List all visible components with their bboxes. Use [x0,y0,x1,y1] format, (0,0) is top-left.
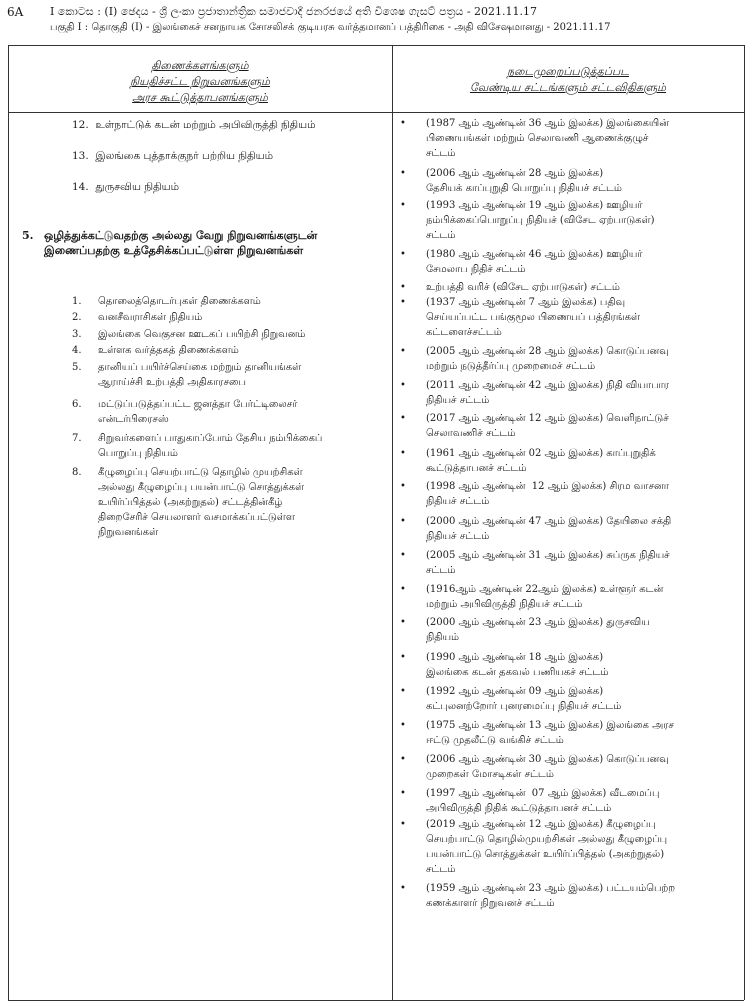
law-text-line: (1961 ஆம் ஆண்டின் 02 ஆம் இலக்க) காப்புறுதிக் [426,448,656,459]
law-text-line: (1992 ஆம் ஆண்டின் 09 ஆம் இலக்க) [426,686,604,697]
bullet-icon: • [400,282,406,293]
bullet-icon: • [400,297,406,308]
table-right-border [744,45,745,1000]
law-text-line: (1993 ஆம் ஆண்டின் 19 ஆம் இலக்க) ஊழியர் [426,200,643,211]
bullet-icon: • [400,550,406,561]
law-text-line: (1997 ஆம் ஆண்டின் 07 ஆம் இலக்க) வீடமைப்பு [426,788,660,799]
law-text-line: நிதியச் சட்டம் [426,395,490,406]
bullet-icon: • [400,118,406,129]
bullet-icon: • [400,686,406,697]
bullet-icon: • [400,448,406,459]
law-text-line: மற்றும் நடுத்தீர்ப்பு முறைமைச் சட்டம் [426,361,596,372]
law-text-line: (1998 ஆம் ஆண்டின் 12 ஆம் இலக்க) சிரம வாசனா [426,481,669,492]
table-column-divider [392,45,393,1000]
header-sinhala-title: I කොටස : (I) ඡෙදය - ශ්‍රී ලංකා ප්‍රජාතාන්ත්‍රික සමාජවාදී ජනරජයේ අති විශෙෂ ගැසට් පත්‍රය - 2021.11.17 [50,5,538,18]
header-tamil-title: பகுதி I : தொகுதி (I) - இலங்கைச் சனநாயக சோசலிசக் குடியரசு வர்த்தமானப் பத்திரிகை - அதி விசேஷமானது - 2021.11.17 [50,22,611,33]
law-text-line: (2000 ஆம் ஆண்டின் 23 ஆம் இலக்க) துருசவிய [426,617,650,628]
law-text-line: ஈட்டு முதலீட்டு வங்கிச் சட்டம் [426,735,564,746]
law-text-line: செய்யப்பட்ட பங்குமூல பிணையப் பத்திரங்கள் [426,312,641,323]
law-text-line: முறைகள் மோசடிகள் சட்டம் [426,769,554,780]
law-text-line: (2006 ஆம் ஆண்டின் 28 ஆம் இலக்க) [426,168,604,179]
bullet-icon: • [400,617,406,628]
list-item: 12. உள்நாட்டுக் கடன் மற்றும் அபிவிருத்தி நிதியம் [72,119,316,131]
law-text-line: செலாவணிச் சட்டம் [426,428,516,439]
law-text-line: நம்பிக்கைப்பொறுப்பு நிதியச் (விசேட ஏற்பாடுகள்) [426,215,655,226]
list-item: 14. துருசவிய நிதியம் [72,181,180,193]
law-text-line: பிணையங்கள் மற்றும் செலாவணி ஆணைக்குழுச் [426,133,649,144]
law-text-line: சேமலாப நிதிச் சட்டம் [426,264,526,275]
law-text-line: கூட்டுத்தாபனச் சட்டம் [426,463,527,474]
law-text-line: நிதியச் சட்டம் [426,531,490,542]
bullet-icon: • [400,819,406,830]
law-text-line: (1975 ஆம் ஆண்டின் 13 ஆம் இலக்க) இலங்கை அரச [426,720,674,731]
law-text-line: (1990 ஆம் ஆண்டின் 18 ஆம் இலக்க) [426,652,604,663]
law-text-line: (2019 ஆம் ஆண்டின் 12 ஆம் இலக்க) கீழுழைப்பு [426,819,656,830]
bullet-icon: • [400,652,406,663]
law-text-line: (2017 ஆம் ஆண்டின் 12 ஆம் இலக்க) வெளிநாட்டுச் [426,413,669,424]
bullet-icon: • [400,168,406,179]
law-text-line: உற்பத்தி வரிச் (விசேட ஏற்பாடுகள்) சட்டம் [426,282,620,293]
table-left-border [8,45,9,1000]
right-column-heading: நடைமுறைப்படுத்தப்பட வேண்டிய சட்டங்களும் சட்டவிதிகளும் [469,65,667,94]
list-item: 13. இலங்கை புத்தாக்குநர் பற்றிய நிதியம் [72,150,274,162]
bullet-icon: • [400,481,406,492]
law-text-line: (1987 ஆம் ஆண்டின் 36 ஆம் இலக்க) இலங்கையின் [426,118,669,129]
law-text-line: அபிவிருத்தி நிதிக் கூட்டுத்தாபனச் சட்டம் [426,803,612,814]
bullet-icon: • [400,584,406,595]
law-text-line: மற்றும் அபிவிருத்தி நிதியச் சட்டம் [426,599,583,610]
law-text-line: தேசியக் காப்புறுதி பொறுப்பு நிதியச் சட்டம் [426,183,622,194]
law-text-line: (1959 ஆம் ஆண்டின் 23 ஆம் இலக்க) பட்டயம்பெற்ற [426,883,676,894]
bullet-icon: • [400,249,406,260]
left-column-heading: திணைக்களங்களும் நியதிச்சட்ட நிறுவனங்களும் அரச கூட்டுத்தாபனங்களும் [130,59,270,104]
law-text-line: (2011 ஆம் ஆண்டின் 42 ஆம் இலக்க) நிதி வியாபார [426,380,669,391]
law-text-line: (2005 ஆம் ஆண்டின் 28 ஆம் இலக்க) கொடுப்பனவு [426,346,669,357]
law-text-line: கட்டளைச்சட்டம் [426,327,502,338]
law-text-line: கட்புலனற்றோர் புனரமைப்பு நிதியச் சட்டம் [426,701,622,712]
law-text-line: நிதியம் [426,632,460,643]
law-text-line: (2000 ஆம் ஆண்டின் 47 ஆம் இலக்க) தேயிலை சக்தி [426,516,672,527]
page-number: 6A [7,5,24,19]
bullet-icon: • [400,346,406,357]
bullet-icon: • [400,754,406,765]
bullet-icon: • [400,516,406,527]
law-text-line: நிதியச் சட்டம் [426,496,490,507]
bullet-icon: • [400,788,406,799]
law-text-line: சட்டம் [426,148,456,159]
table-header-rule [8,112,744,113]
law-text-line: செயற்பாட்டு தொழில்முயற்சிகள் அல்லது கீழுழைப்பு [426,834,668,845]
law-text-line: (1937 ஆம் ஆண்டின் 7 ஆம் இலக்க) பதிவு [426,297,626,308]
law-text-line: கணக்காளர் நிறுவனச் சட்டம் [426,898,555,909]
bullet-icon: • [400,413,406,424]
bullet-icon: • [400,380,406,391]
law-text-line: பயன்பாட்டு சொத்துக்கள் உயிர்ப்பித்தல் (அகற்றுதல்) [426,849,665,860]
bullet-icon: • [400,720,406,731]
law-text-line: சட்டம் [426,565,456,576]
law-text-line: சட்டம் [426,230,456,241]
page-header [0,0,750,42]
table-bottom-rule [8,1000,744,1001]
law-text-line: இலங்கை கடன் தகவல் பணியகச் சட்டம் [426,667,609,678]
table-top-rule [8,45,744,46]
law-text-line: (1916ஆம் ஆண்டின் 22ஆம் இலக்க) உள்ளூர் கடன் [426,584,664,595]
law-text-line: (2006 ஆம் ஆண்டின் 30 ஆம் இலக்க) கொடுப்பனவு [426,754,669,765]
bullet-icon: • [400,883,406,894]
law-text-line: (2005 ஆம் ஆண்டின் 31 ஆம் இலக்க) சுப்ருக நிதியச் [426,550,670,561]
bullet-icon: • [400,200,406,211]
law-text-line: சட்டம் [426,864,456,875]
law-text-line: (1980 ஆம் ஆண்டின் 46 ஆம் இலக்க) ஊழியர் [426,249,643,260]
